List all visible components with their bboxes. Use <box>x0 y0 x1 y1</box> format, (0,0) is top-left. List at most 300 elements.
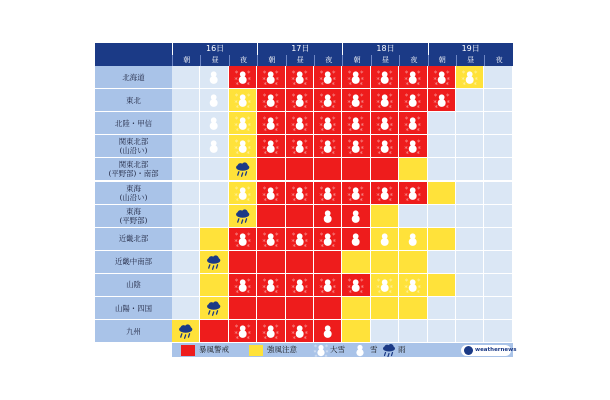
forecast-cell <box>229 320 257 343</box>
legend-snow-label: 雪 <box>370 345 378 354</box>
svg-text:＊: ＊ <box>246 185 251 191</box>
svg-text:＊: ＊ <box>348 150 353 156</box>
svg-text:＊: ＊ <box>246 242 250 248</box>
svg-text:＊: ＊ <box>263 103 268 109</box>
svg-text:＊: ＊ <box>347 191 352 197</box>
svg-text:＊: ＊ <box>319 69 324 75</box>
forecast-cell <box>200 320 228 343</box>
heavy-snow-icon <box>428 89 455 111</box>
svg-text:＊: ＊ <box>376 69 381 75</box>
svg-text:＊: ＊ <box>275 98 280 104</box>
svg-text:＊: ＊ <box>417 75 422 81</box>
forecast-cell <box>200 182 228 205</box>
region-label: 東北 <box>95 89 172 112</box>
heavy-snow-icon <box>399 89 426 111</box>
forecast-cell <box>172 274 200 297</box>
forecast-cell <box>399 112 427 135</box>
svg-text:＊: ＊ <box>262 329 267 335</box>
svg-text:＊: ＊ <box>274 103 279 109</box>
svg-text:＊: ＊ <box>416 103 421 109</box>
svg-text:＊: ＊ <box>324 354 328 357</box>
svg-text:＊: ＊ <box>233 98 238 104</box>
svg-text:＊: ＊ <box>348 196 353 202</box>
region-label: 関東北部 (山沿い) <box>95 135 172 158</box>
forecast-cell <box>172 228 200 251</box>
forecast-cell <box>456 66 484 89</box>
svg-text:＊: ＊ <box>347 121 352 127</box>
forecast-cell <box>428 182 456 205</box>
forecast-cell <box>456 135 484 158</box>
svg-text:＊: ＊ <box>262 145 267 151</box>
forecast-cell <box>456 158 484 181</box>
svg-text:＊: ＊ <box>331 277 336 283</box>
svg-text:＊: ＊ <box>332 121 337 127</box>
svg-text:＊: ＊ <box>275 92 279 98</box>
forecast-cell <box>314 205 342 228</box>
forecast-cell <box>371 274 399 297</box>
heavy-snow-icon <box>371 135 398 157</box>
forecast-cell <box>286 158 314 181</box>
forecast-cell <box>484 182 512 205</box>
svg-text:＊: ＊ <box>290 121 295 127</box>
forecast-cell <box>229 89 257 112</box>
forecast-cell <box>484 112 512 135</box>
svg-text:＊: ＊ <box>291 92 296 98</box>
header-corner <box>95 43 172 66</box>
svg-text:＊: ＊ <box>377 150 381 156</box>
svg-text:＊: ＊ <box>377 80 381 86</box>
svg-text:＊: ＊ <box>417 145 422 151</box>
svg-text:＊: ＊ <box>275 237 280 243</box>
forecast-cell <box>399 320 427 343</box>
svg-text:＊: ＊ <box>389 145 394 151</box>
svg-text:＊: ＊ <box>263 150 268 156</box>
forecast-cell <box>314 228 342 251</box>
time-slot-header: 昼 <box>456 55 484 66</box>
region-label: 北海道 <box>95 66 172 89</box>
svg-text:＊: ＊ <box>416 150 421 156</box>
svg-text:＊: ＊ <box>417 69 421 75</box>
heavy-snow-icon <box>286 89 313 111</box>
forecast-cell <box>484 297 512 320</box>
svg-text:＊: ＊ <box>331 231 336 237</box>
svg-text:＊: ＊ <box>263 334 268 340</box>
svg-text:＊: ＊ <box>360 145 365 151</box>
heavy-snow-icon <box>314 274 341 296</box>
forecast-cell <box>456 320 484 343</box>
svg-text:＊: ＊ <box>347 145 352 151</box>
svg-text:＊: ＊ <box>377 288 381 294</box>
svg-text:＊: ＊ <box>375 191 380 197</box>
svg-text:＊: ＊ <box>405 126 410 132</box>
forecast-cell <box>257 66 285 89</box>
svg-text:＊: ＊ <box>375 98 380 104</box>
svg-text:＊: ＊ <box>348 139 352 145</box>
forecast-cell <box>172 135 200 158</box>
forecast-cell <box>314 112 342 135</box>
forecast-cell <box>257 320 285 343</box>
svg-text:＊: ＊ <box>262 237 267 243</box>
forecast-cell <box>342 89 370 112</box>
heavy-snow-icon <box>314 89 341 111</box>
forecast-cell <box>200 251 228 274</box>
svg-text:＊: ＊ <box>313 344 318 348</box>
svg-text:＊: ＊ <box>291 196 296 202</box>
forecast-cell <box>342 182 370 205</box>
svg-text:＊: ＊ <box>262 323 267 329</box>
legend-warning-swatch <box>181 345 195 356</box>
svg-text:＊: ＊ <box>359 288 364 294</box>
svg-text:＊: ＊ <box>331 242 336 248</box>
forecast-cell <box>172 112 200 135</box>
svg-text:＊: ＊ <box>291 150 296 156</box>
forecast-cell <box>342 320 370 343</box>
forecast-cell <box>229 135 257 158</box>
svg-text:＊: ＊ <box>416 288 421 294</box>
svg-text:＊: ＊ <box>360 98 365 104</box>
forecast-cell <box>257 112 285 135</box>
forecast-cell <box>456 89 484 112</box>
forecast-cell <box>314 297 342 320</box>
snow-icon <box>200 89 227 111</box>
svg-text:＊: ＊ <box>303 121 308 127</box>
svg-text:＊: ＊ <box>246 126 250 132</box>
forecast-cell <box>428 112 456 135</box>
heavy-snow-icon <box>229 89 256 111</box>
time-slot-header: 朝 <box>257 55 285 66</box>
svg-text:＊: ＊ <box>262 283 267 289</box>
svg-text:＊: ＊ <box>246 277 251 283</box>
svg-text:＊: ＊ <box>303 139 308 145</box>
heavy-snow-icon <box>428 66 455 88</box>
svg-text:＊: ＊ <box>291 139 296 145</box>
svg-text:＊: ＊ <box>275 139 279 145</box>
heavy-snow-icon <box>257 320 284 342</box>
svg-text:＊: ＊ <box>302 126 307 132</box>
svg-text:＊: ＊ <box>416 196 421 202</box>
svg-text:＊: ＊ <box>290 75 295 81</box>
svg-text:＊: ＊ <box>235 242 239 248</box>
svg-text:＊: ＊ <box>417 277 421 283</box>
svg-text:＊: ＊ <box>302 288 307 294</box>
svg-text:＊: ＊ <box>262 75 267 81</box>
svg-text:＊: ＊ <box>417 283 422 289</box>
forecast-cell <box>342 297 370 320</box>
svg-text:＊: ＊ <box>359 196 364 202</box>
svg-text:＊: ＊ <box>247 145 252 151</box>
heavy-snow-icon <box>286 228 313 250</box>
svg-text:＊: ＊ <box>389 121 394 127</box>
forecast-cell <box>428 205 456 228</box>
svg-text:＊: ＊ <box>417 115 421 121</box>
forecast-cell <box>456 274 484 297</box>
forecast-cell <box>342 66 370 89</box>
svg-text:＊: ＊ <box>319 121 323 127</box>
svg-text:＊: ＊ <box>377 103 381 109</box>
svg-text:＊: ＊ <box>302 80 307 86</box>
heavy-snow-icon <box>342 182 369 204</box>
svg-text:＊: ＊ <box>331 196 336 202</box>
svg-text:＊: ＊ <box>246 323 251 329</box>
svg-text:＊: ＊ <box>262 231 267 237</box>
svg-text:＊: ＊ <box>444 80 449 86</box>
svg-text:＊: ＊ <box>291 126 296 132</box>
svg-text:＊: ＊ <box>262 115 267 121</box>
snow-icon <box>352 343 368 357</box>
heavy-snow-icon <box>286 66 313 88</box>
forecast-cell <box>371 228 399 251</box>
svg-text:＊: ＊ <box>320 103 325 109</box>
snow-icon <box>200 66 227 88</box>
svg-text:＊: ＊ <box>331 126 336 132</box>
svg-text:＊: ＊ <box>291 323 296 329</box>
region-label: 北陸・甲信 <box>95 112 172 135</box>
snow-icon <box>371 228 398 250</box>
heavy-snow-icon <box>257 66 284 88</box>
forecast-cell <box>484 274 512 297</box>
svg-text:＊: ＊ <box>360 115 365 121</box>
forecast-cell <box>371 320 399 343</box>
legend <box>172 343 517 357</box>
svg-text:＊: ＊ <box>404 75 409 81</box>
svg-text:＊: ＊ <box>233 75 238 81</box>
svg-text:＊: ＊ <box>404 191 409 197</box>
svg-text:＊: ＊ <box>331 80 336 86</box>
svg-text:＊: ＊ <box>291 103 296 109</box>
forecast-cell <box>484 228 512 251</box>
forecast-cell <box>286 251 314 274</box>
forecast-cell <box>342 158 370 181</box>
svg-text:＊: ＊ <box>303 98 308 104</box>
svg-text:＊: ＊ <box>461 75 465 81</box>
svg-text:＊: ＊ <box>303 185 308 191</box>
heavy-snow-icon <box>399 182 426 204</box>
svg-text:＊: ＊ <box>246 150 250 156</box>
forecast-cell <box>371 112 399 135</box>
forecast-cell <box>342 228 370 251</box>
forecast-cell <box>229 251 257 274</box>
heavy-snow-icon <box>286 135 313 157</box>
svg-text:＊: ＊ <box>247 191 252 197</box>
svg-text:＊: ＊ <box>348 277 352 283</box>
svg-text:＊: ＊ <box>247 98 252 104</box>
heavy-snow-icon <box>399 112 426 134</box>
svg-text:＊: ＊ <box>233 191 238 197</box>
svg-text:＊: ＊ <box>389 98 394 104</box>
forecast-cell <box>342 135 370 158</box>
svg-text:＊: ＊ <box>291 69 296 75</box>
svg-text:＊: ＊ <box>433 92 438 98</box>
forecast-cell <box>399 251 427 274</box>
svg-text:＊: ＊ <box>234 115 239 121</box>
time-slot-header: 夜 <box>399 55 427 66</box>
svg-text:＊: ＊ <box>389 75 394 81</box>
svg-text:＊: ＊ <box>275 277 279 283</box>
forecast-cell <box>172 320 200 343</box>
heavy-snow-icon <box>314 182 341 204</box>
forecast-cell <box>456 251 484 274</box>
svg-text:＊: ＊ <box>331 288 336 294</box>
forecast-cell <box>314 251 342 274</box>
svg-text:＊: ＊ <box>388 185 393 191</box>
svg-text:＊: ＊ <box>474 75 479 81</box>
svg-text:＊: ＊ <box>417 191 422 197</box>
heavy-snow-icon <box>229 320 256 342</box>
svg-text:＊: ＊ <box>332 75 337 81</box>
svg-text:＊: ＊ <box>445 92 450 98</box>
svg-text:＊: ＊ <box>445 98 450 104</box>
svg-text:＊: ＊ <box>262 191 267 197</box>
heavy-snow-icon <box>257 228 284 250</box>
svg-text:＊: ＊ <box>234 185 239 191</box>
svg-text:＊: ＊ <box>331 139 336 145</box>
forecast-cell <box>229 66 257 89</box>
rain-cloud-icon <box>172 320 199 342</box>
svg-text:＊: ＊ <box>291 242 296 248</box>
forecast-cell <box>428 158 456 181</box>
heavy-snow-icon <box>314 135 341 157</box>
svg-text:＊: ＊ <box>405 288 410 294</box>
svg-text:＊: ＊ <box>262 185 267 191</box>
svg-text:＊: ＊ <box>303 283 308 289</box>
forecast-cell <box>172 89 200 112</box>
forecast-cell <box>172 182 200 205</box>
svg-text:＊: ＊ <box>303 191 308 197</box>
rain-cloud-icon <box>381 343 397 357</box>
heavy-snow-icon <box>399 274 426 296</box>
svg-text:＊: ＊ <box>303 237 308 243</box>
heavy-snow-icon <box>342 112 369 134</box>
weathernews-logo <box>461 345 517 356</box>
svg-text:＊: ＊ <box>389 283 394 289</box>
heavy-snow-icon <box>229 228 256 250</box>
forecast-cell <box>172 158 200 181</box>
svg-text:＊: ＊ <box>234 323 239 329</box>
svg-text:＊: ＊ <box>263 242 268 248</box>
svg-text:＊: ＊ <box>235 288 239 294</box>
forecast-cell <box>484 66 512 89</box>
svg-text:＊: ＊ <box>233 237 238 243</box>
forecast-cell <box>229 228 257 251</box>
svg-text:＊: ＊ <box>376 139 381 145</box>
svg-text:＊: ＊ <box>303 277 308 283</box>
forecast-cell <box>286 205 314 228</box>
heavy-snow-icon <box>371 274 398 296</box>
forecast-cell <box>286 297 314 320</box>
time-slot-header: 朝 <box>428 55 456 66</box>
svg-text:＊: ＊ <box>275 69 279 75</box>
time-slot-header: 朝 <box>342 55 370 66</box>
svg-text:＊: ＊ <box>360 121 365 127</box>
heavy-snow-icon <box>371 66 398 88</box>
svg-text:＊: ＊ <box>319 231 324 237</box>
svg-text:＊: ＊ <box>348 80 353 86</box>
heavy-snow-icon <box>257 89 284 111</box>
svg-text:＊: ＊ <box>417 121 422 127</box>
svg-text:＊: ＊ <box>473 69 478 75</box>
svg-text:＊: ＊ <box>290 191 295 197</box>
svg-text:＊: ＊ <box>388 80 392 86</box>
svg-text:＊: ＊ <box>303 231 308 237</box>
forecast-cell <box>399 89 427 112</box>
forecast-cell <box>257 135 285 158</box>
heavy-snow-icon <box>371 89 398 111</box>
heavy-snow-icon <box>286 182 313 204</box>
forecast-cell <box>314 274 342 297</box>
rain-cloud-icon <box>229 205 256 227</box>
svg-text:＊: ＊ <box>331 92 336 98</box>
forecast-cell <box>286 66 314 89</box>
snow-icon <box>342 205 369 227</box>
svg-text:＊: ＊ <box>348 115 352 121</box>
svg-text:＊: ＊ <box>376 115 381 121</box>
heavy-snow-icon <box>229 66 256 88</box>
forecast-cell <box>456 205 484 228</box>
svg-text:＊: ＊ <box>347 98 352 104</box>
svg-text:＊: ＊ <box>262 92 267 98</box>
forecast-cell <box>428 297 456 320</box>
svg-text:＊: ＊ <box>319 139 324 145</box>
time-slot-header: 昼 <box>200 55 228 66</box>
svg-text:＊: ＊ <box>320 196 325 202</box>
logo-mark-icon <box>464 346 473 355</box>
wind-warning-chart <box>95 43 517 357</box>
svg-text:＊: ＊ <box>445 69 450 75</box>
svg-text:＊: ＊ <box>432 75 437 81</box>
svg-text:＊: ＊ <box>332 191 337 197</box>
svg-text:＊: ＊ <box>313 349 317 354</box>
svg-text:＊: ＊ <box>291 277 296 283</box>
forecast-cell <box>257 182 285 205</box>
svg-text:＊: ＊ <box>445 75 450 81</box>
svg-text:＊: ＊ <box>347 283 352 289</box>
svg-text:＊: ＊ <box>303 69 308 75</box>
svg-text:＊: ＊ <box>377 196 381 202</box>
region-label: 近畿北部 <box>95 228 172 251</box>
forecast-cell <box>200 89 228 112</box>
svg-text:＊: ＊ <box>404 115 409 121</box>
forecast-cell <box>200 297 228 320</box>
svg-text:＊: ＊ <box>247 121 252 127</box>
forecast-cell <box>456 182 484 205</box>
forecast-cell <box>172 66 200 89</box>
svg-text:＊: ＊ <box>290 145 295 151</box>
region-label: 東海 (平野部) <box>95 205 172 228</box>
forecast-cell <box>428 320 456 343</box>
forecast-cell <box>484 251 512 274</box>
forecast-cell <box>172 251 200 274</box>
forecast-cell <box>456 112 484 135</box>
svg-text:＊: ＊ <box>404 121 409 127</box>
svg-text:＊: ＊ <box>247 237 252 243</box>
svg-text:＊: ＊ <box>332 283 337 289</box>
svg-text:＊: ＊ <box>375 121 380 127</box>
time-slot-header: 昼 <box>286 55 314 66</box>
time-slot-header: 夜 <box>484 55 512 66</box>
svg-text:＊: ＊ <box>444 103 449 109</box>
svg-text:＊: ＊ <box>389 191 394 197</box>
region-label: 関東北部 (平野部)・南部 <box>95 158 172 181</box>
forecast-cell <box>200 158 228 181</box>
time-slot-header: 夜 <box>314 55 342 66</box>
svg-text:＊: ＊ <box>388 196 392 202</box>
forecast-cell <box>286 112 314 135</box>
heavy-snow-icon <box>342 135 369 157</box>
forecast-cell <box>172 297 200 320</box>
forecast-cell <box>286 135 314 158</box>
svg-text:＊: ＊ <box>275 231 279 237</box>
forecast-cell <box>257 158 285 181</box>
